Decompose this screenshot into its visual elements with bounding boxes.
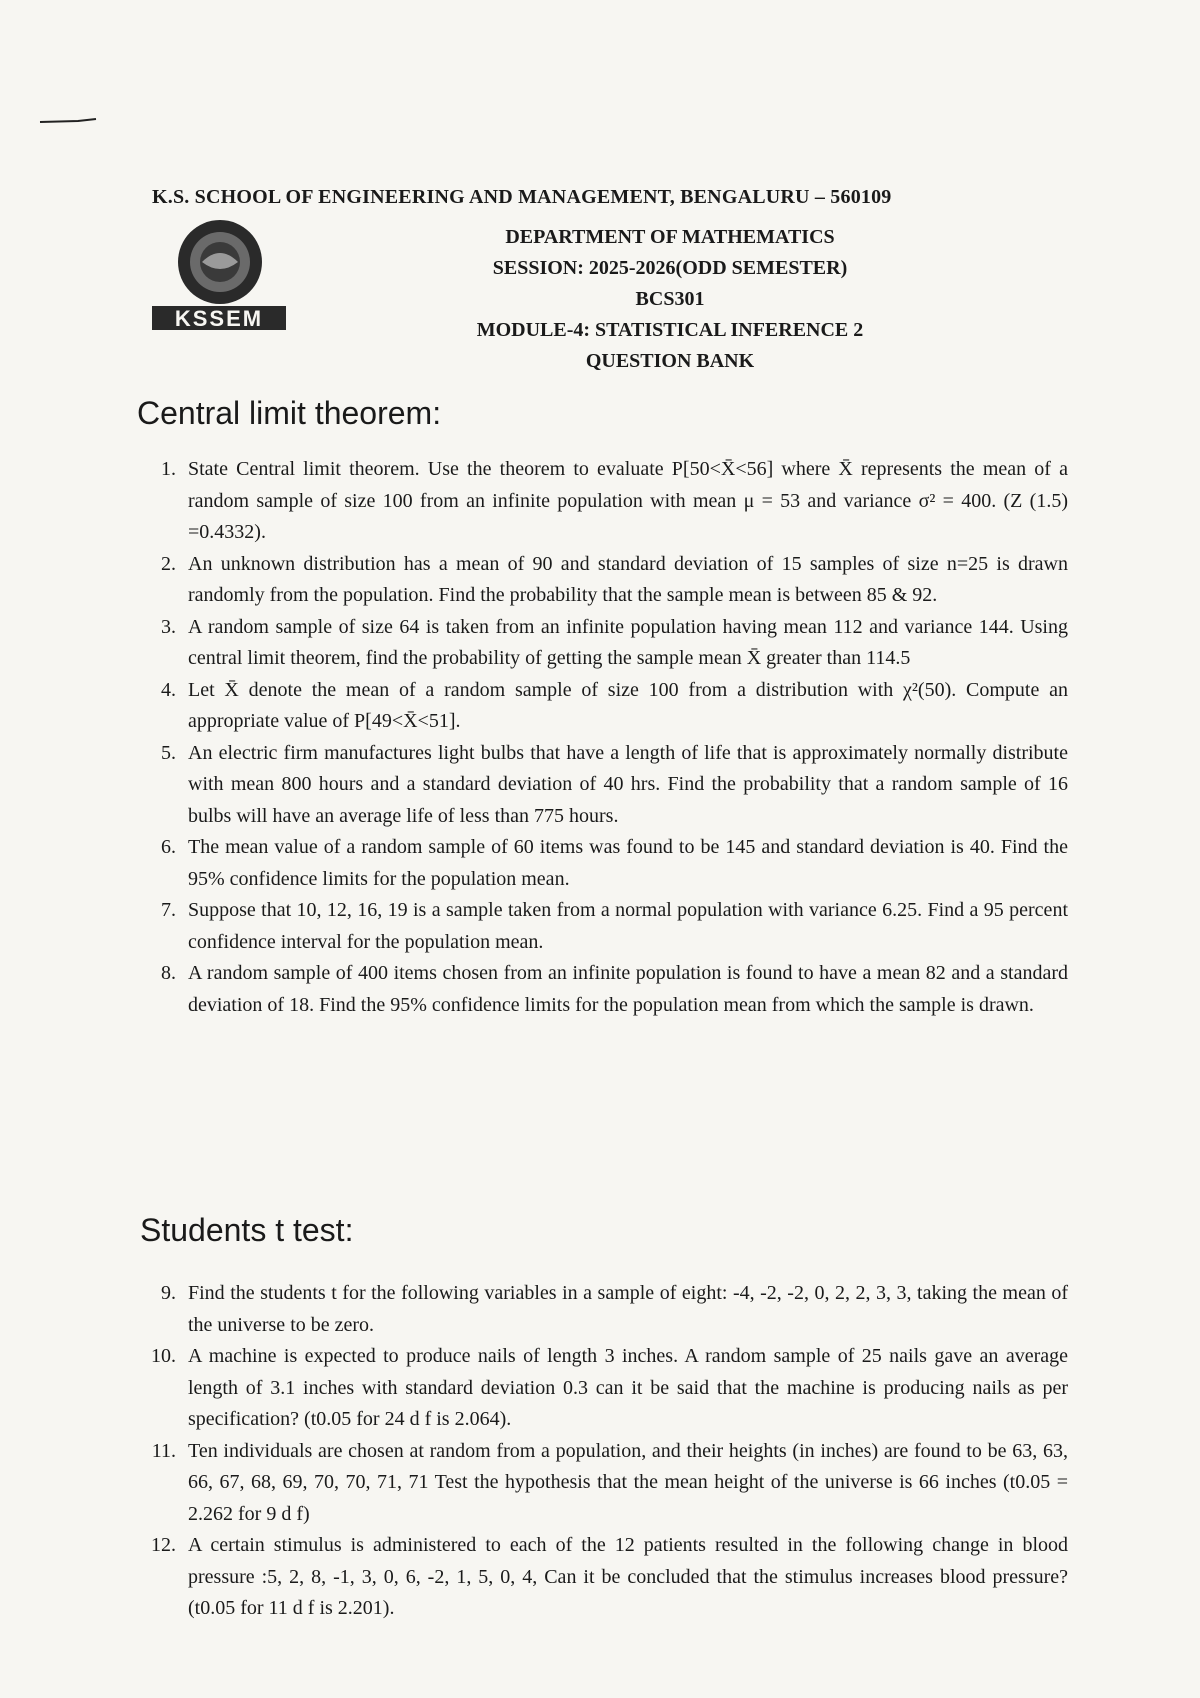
question-item: 5. An electric firm manufactures light bulbs that have a length of life that is approximately normally distribute with mean 800 hours and a standard deviation of 40 hrs. Find the probability that a random sample of 16 bulbs will have an average life of less than 775 hours. <box>161 741 1068 827</box>
question-item: 12. A certain stimulus is administered to each of the 12 patients resulted in the following change in blood pressure :5, 2, 8, -1, 3, 0, 6, -2, 1, 5, 0, 4, Can it be concluded that the stimulus increases blood pressure? (t0.05 for 11 d f is 2.201). <box>151 1534 1068 1619</box>
question-list-t-test <box>148 1278 1068 1625</box>
question-item: 4. Let X̄ denote the mean of a random sample of size 100 from a distribution with χ²(50). Compute an appropriate value of P[49<X̄<51]. <box>161 678 1068 732</box>
question-item: 7. Suppose that 10, 12, 16, 19 is a sample taken from a normal population with variance 6.25. Find a 95 percent confidence interval for the population mean. <box>161 899 1068 953</box>
section-title-t-test: Students t test: <box>140 1212 354 1248</box>
svg-text:KSSEM: KSSEM <box>174 306 264 331</box>
question-item: 2. An unknown distribution has a mean of 90 and standard deviation of 15 samples of size n=25 is drawn randomly from the population. Find the probability that the sample mean is between 85 & 92. <box>161 552 1068 606</box>
question-item: 1. State Central limit theorem. Use the theorem to evaluate P[50<X̄<56] where X̄ represents the mean of a random sample of size 100 from an infinite population with mean μ = 53 and variance σ² = 400. (Z (1.5) =0.4332). <box>161 458 1068 543</box>
department-name: DEPARTMENT OF MATHEMATICS <box>505 226 835 248</box>
question-list-clt <box>148 454 1068 1021</box>
question-item: 8. A random sample of 400 items chosen from an infinite population is found to have a mean 82 and a standard deviation of 18. Find the 95% confidence limits for the population mean from which the sample is drawn. <box>161 962 1068 1016</box>
module-title: MODULE-4: STATISTICAL INFERENCE 2 <box>476 319 864 341</box>
institution-name: K.S. SCHOOL OF ENGINEERING AND MANAGEMENT, BENGALURU – 560109 <box>152 186 892 208</box>
kssem-logo <box>150 218 288 336</box>
session-line: SESSION: 2025-2026(ODD SEMESTER) <box>492 257 848 279</box>
course-code: BCS301 <box>635 288 705 310</box>
section-title-clt: Central limit theorem: <box>137 395 442 431</box>
question-item: 9. Find the students t for the following variables in a sample of eight: -4, -2, -2, 0, 2, 2, 3, 3, taking the mean of the universe to be zero. <box>161 1282 1068 1336</box>
question-item: 10. A machine is expected to produce nails of length 3 inches. A random sample of 25 nails gave an average length of 3.1 inches with standard deviation 0.3 can it be said that the machine is producing nails as per specification? (t0.05 for 24 d f is 2.064). <box>151 1345 1068 1430</box>
pen-mark-decoration <box>38 118 98 124</box>
question-item: 6. The mean value of a random sample of 60 items was found to be 145 and standard deviation is 40. Find the 95% confidence limits for the population mean. <box>161 836 1068 890</box>
document-header <box>300 222 1040 377</box>
document-type: QUESTION BANK <box>585 350 755 372</box>
question-item: 3. A random sample of size 64 is taken from an infinite population having mean 112 and variance 144. Using central limit theorem, find the probability of getting the sample mean X̄ greater than 114.5 <box>161 615 1068 669</box>
question-item: 11. Ten individuals are chosen at random from a population, and their heights (in inches) are found to be 63, 63, 66, 67, 68, 69, 70, 70, 71, 71 Test the hypothesis that the mean height of the universe is 66 inches (t0.05 = 2.262 for 9 d f) <box>151 1439 1068 1525</box>
